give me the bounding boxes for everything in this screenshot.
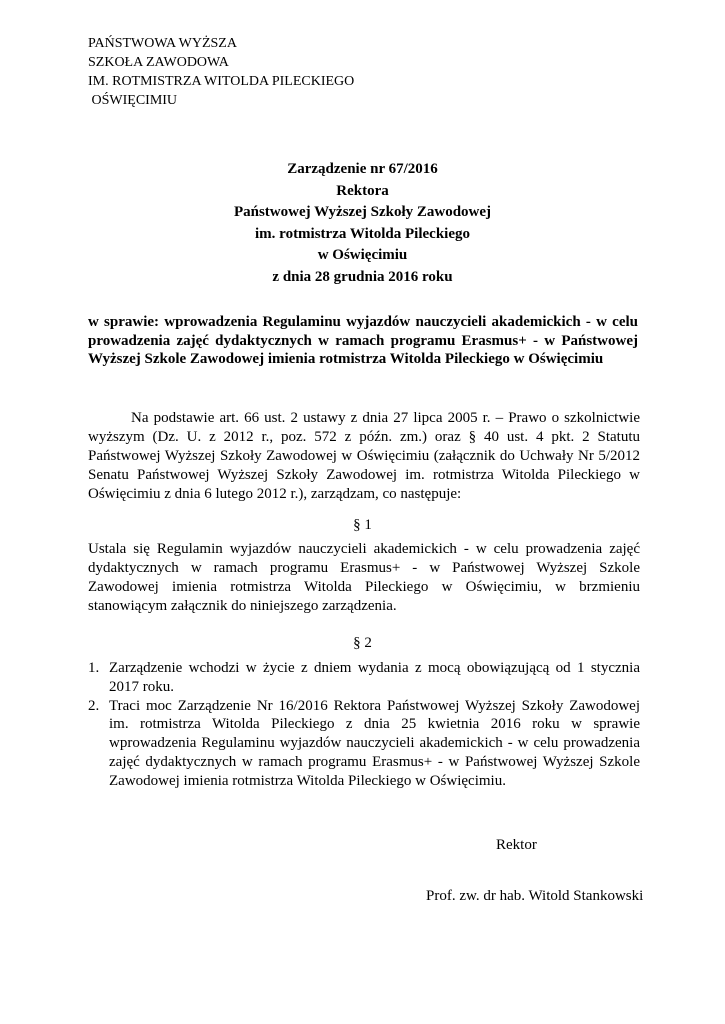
list-item-number: 1. (88, 660, 100, 676)
document-title (0, 159, 725, 288)
header-line: OŚWIĘCIMIU (88, 93, 178, 108)
title-line: w Oświęcimiu (317, 247, 408, 263)
title-line: im. rotmistrza Witolda Pileckiego (255, 225, 470, 242)
signer-title: Rektor (496, 837, 537, 853)
legal-basis-paragraph: Na podstawie art. 66 ust. 2 ustawy z dnia 27 lipca 2005 r. – Prawo o szkolnictwie wyższym (Dz. U. z 2012 r., poz. 572 z późn. zm.) oraz § 40 ust. 4 pkt. 2 Statutu Państwowej Wyższej Szkoły Zawodowej w Oświęcimiu (załącznik do Uchwały Nr 5/2012 Senatu Państwowej Wyższej Szkoły Zawodowej im. rotmistrza Witolda Pileckiego w Oświęcimiu z dnia 6 lutego 2012 r.), zarządzam, co następuje: (88, 410, 640, 502)
title-line: Zarządzenie nr 67/2016 (287, 161, 438, 177)
title-line: Państwowej Wyższej Szkoły Zawodowej (233, 204, 492, 220)
list-item-number: 2. (88, 697, 100, 714)
title-line: z dnia 28 grudnia 2016 roku (272, 268, 453, 285)
section-1-sign: § 1 (353, 517, 372, 533)
list-item-text: Zarządzenie wchodzi w życie z dniem wydania z mocą obowiązującą od 1 stycznia 2017 roku. (109, 660, 640, 695)
subject-paragraph: w sprawie: wprowadzenia Regulaminu wyjazdów nauczycieli akademickich - w celu prowadzenia zajęć dydaktycznych w ramach programu Erasmus+ - w Państwowej Wyższej Szkole Zawodowej imienia rotmistrza Witolda Pileckiego w Oświęcimiu (88, 314, 638, 367)
header-line: SZKOŁA ZAWODOWA (88, 55, 229, 70)
section-2-list (88, 659, 640, 791)
section-1-text: Ustala się Regulamin wyjazdów nauczycieli akademickich - w celu prowadzenia zajęć dydaktycznych w ramach programu Erasmus+ - w Państwowej Wyższej Szkole Zawodowej imienia rotmistrza Witolda Pileckiego w Oświęcimiu, w brzmieniu stanowiącym załącznik do niniejszego zarządzenia. (88, 541, 640, 614)
section-2-sign: § 2 (353, 635, 372, 651)
list-item (88, 659, 640, 697)
header-line: PAŃSTWOWA WYŻSZA (88, 36, 237, 51)
list-item-text: Traci moc Zarządzenie Nr 16/2016 Rektora Państwowej Wyższej Szkoły Zawodowej im. rotmistrza Witolda Pileckiego z dnia 25 kwietnia 2016 roku w sprawie wprowadzenia Regulaminu wyjazdów nauczycieli akademickich - w celu prowadzenia zajęć dydaktycznych w ramach programu Erasmus+ - w Państwowej Wyższej Szkole Zawodowej imienia rotmistrza Witolda Pileckiego w Oświęcimiu. (109, 697, 640, 789)
list-item (88, 697, 640, 791)
title-line: Rektora (336, 182, 389, 199)
institution-header (88, 34, 354, 110)
signer-name: Prof. zw. dr hab. Witold Stankowski (426, 888, 644, 904)
header-line: IM. ROTMISTRZA WITOLDA PILECKIEGO (88, 74, 355, 89)
